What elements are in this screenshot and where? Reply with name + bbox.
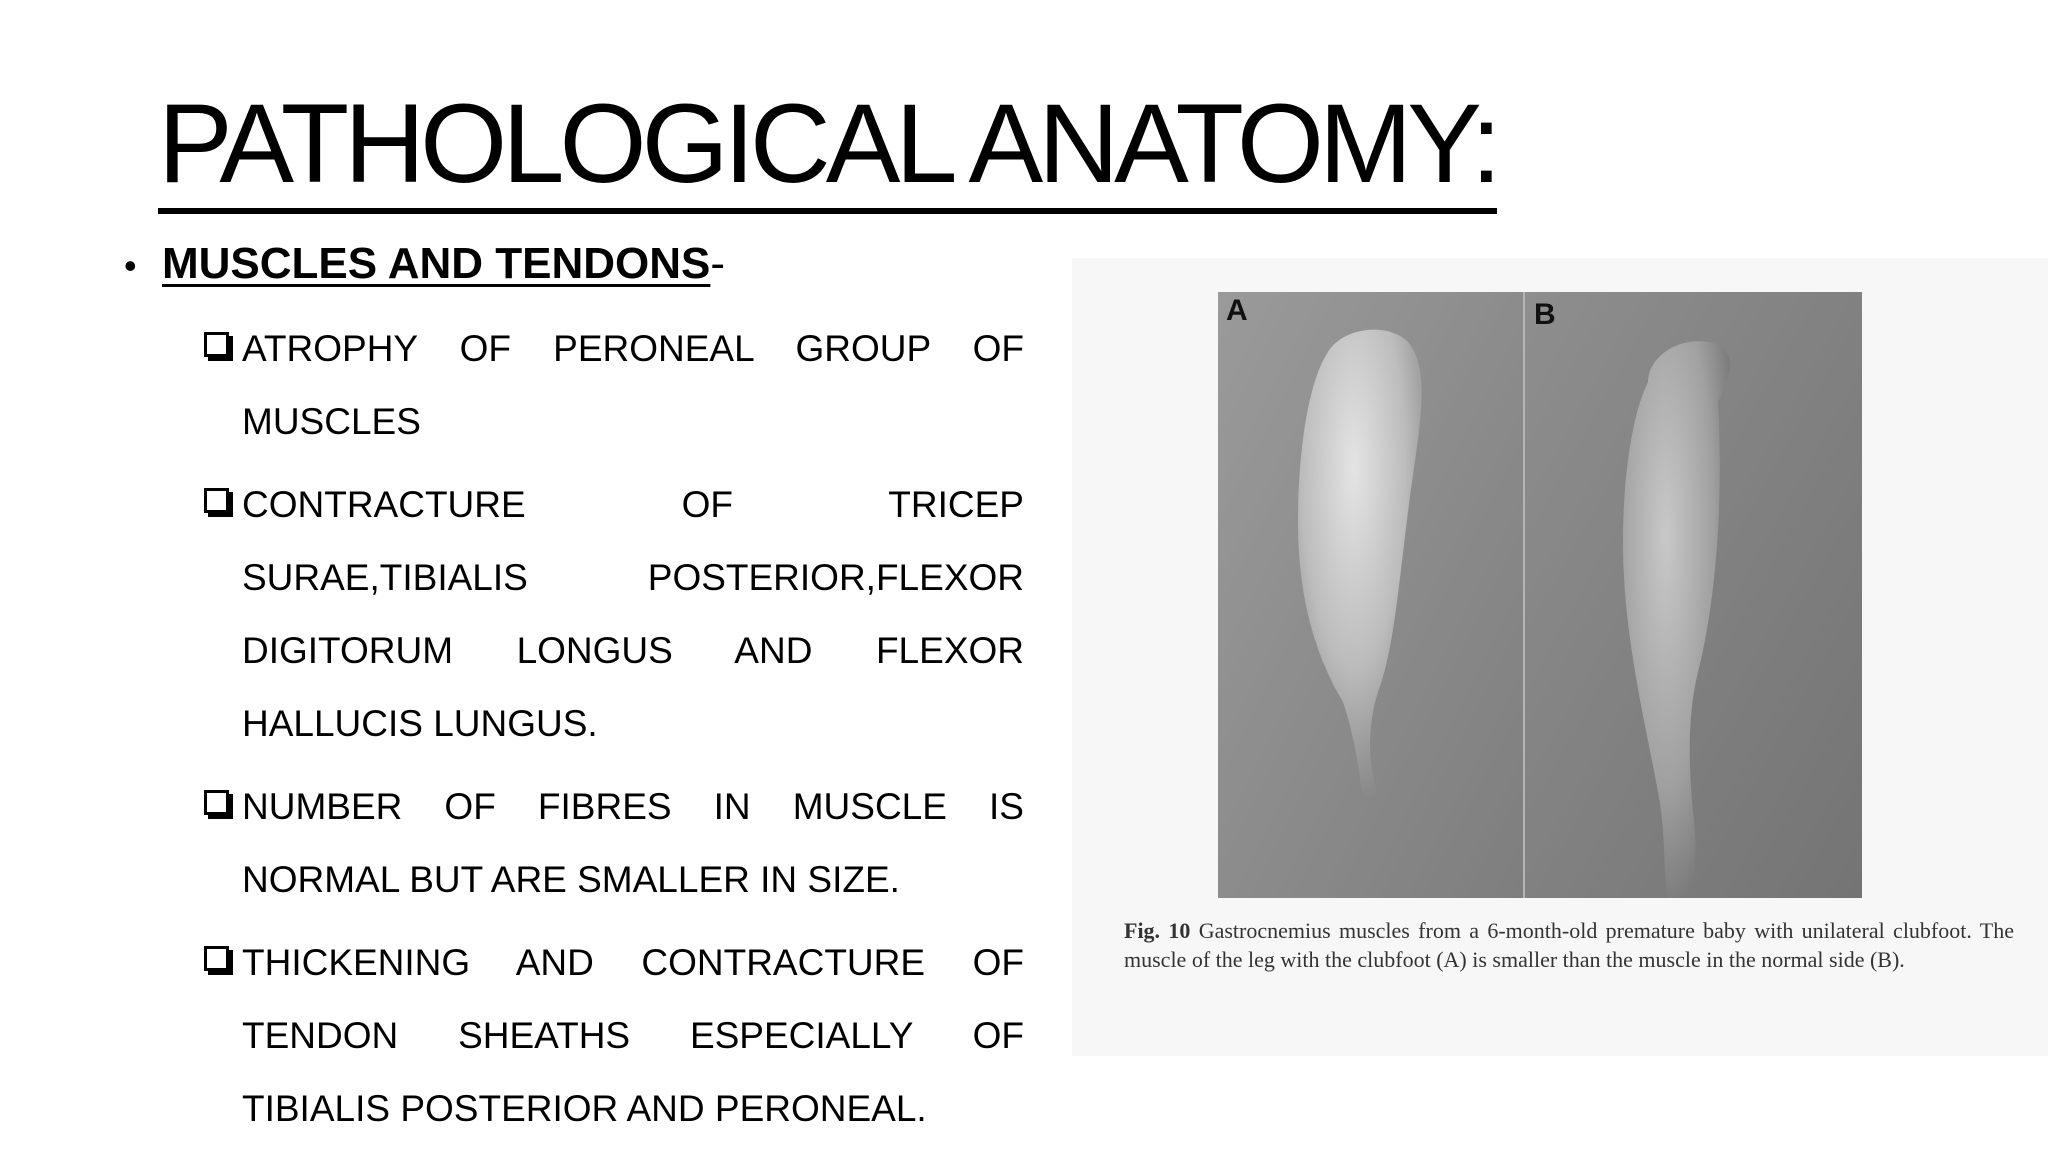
point-text: NUMBER OF FIBRES IN MUSCLE IS NORMAL BUT ARE SMALLER IN SIZE. (242, 786, 1024, 900)
point-text: CONTRACTURE OF TRICEP SURAE,TIBIALIS POSTERIOR,FLEXOR DIGITORUM LONGUS AND FLEXOR HALLUCIS LUNGUS. (242, 484, 1024, 744)
slide-title: PATHOLOGICAL ANATOMY: (158, 82, 1497, 214)
section-heading-suffix: - (710, 239, 726, 288)
list-item (204, 926, 1024, 1145)
muscle-photograph (1218, 292, 1862, 898)
point-text: THICKENING AND CONTRACTURE OF TENDON SHEATHS ESPECIALLY OF TIBIALIS POSTERIOR AND PERONEAL. (242, 942, 1024, 1129)
figure-caption (1124, 916, 2014, 974)
point-text: ATROPHY OF PERONEAL GROUP OF MUSCLES (242, 328, 1024, 442)
section-heading (124, 236, 725, 294)
figure (1072, 258, 2048, 1056)
bullet-marker: • (124, 245, 137, 286)
list-item (204, 312, 1024, 458)
panel-label-a: A (1226, 294, 1248, 327)
checkbox-bullet-icon (204, 790, 229, 815)
figure-caption-label: Fig. 10 (1124, 918, 1191, 943)
checkbox-bullet-icon (204, 332, 229, 357)
muscle-photo-illustration (1218, 292, 1862, 898)
checkbox-bullet-icon (204, 946, 229, 971)
list-item (204, 770, 1024, 916)
checkbox-bullet-icon (204, 488, 229, 513)
panel-label-b: B (1534, 298, 1556, 331)
list-item (204, 468, 1024, 760)
section-heading-text: MUSCLES AND TENDONS (162, 239, 711, 288)
figure-caption-text: Gastrocnemius muscles from a 6-month-old premature baby with unilateral clubfoot. The muscle of the leg with the clubfoot (A) is smaller than the muscle in the normal side (B). (1124, 918, 2014, 972)
points-list (204, 312, 1024, 1155)
